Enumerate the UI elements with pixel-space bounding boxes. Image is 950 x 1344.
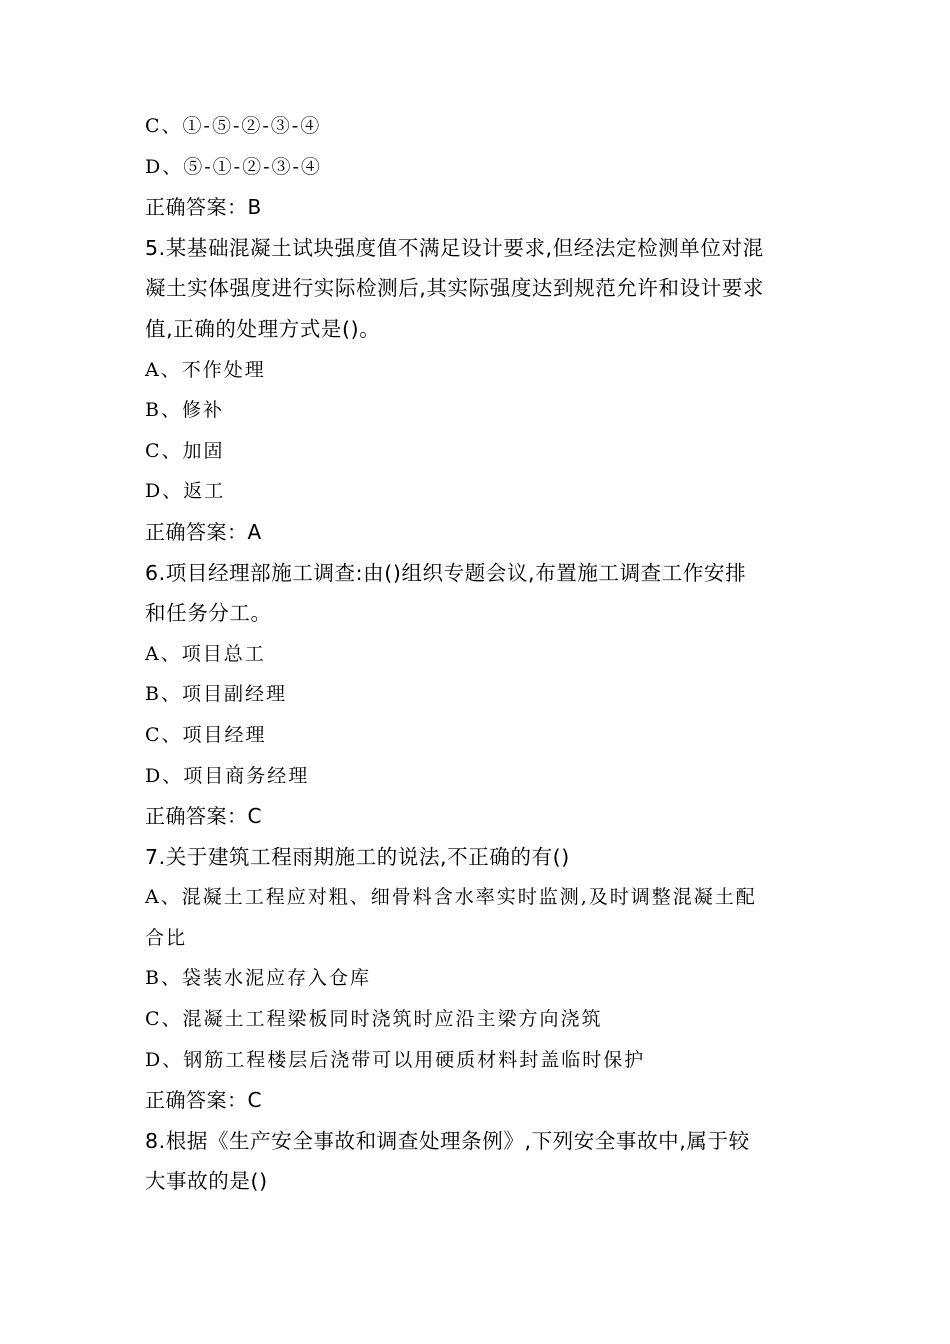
question-8-line-1: 8.根据《生产安全事故和调查处理条例》,下列安全事故中,属于较 — [145, 1128, 750, 1153]
question-7-line-1: 7.关于建筑工程雨期施工的说法,不正确的有() — [145, 844, 570, 869]
q5-option-d: D、返工 — [145, 480, 226, 503]
q6-answer: 正确答案：C — [145, 804, 262, 829]
q6-option-a: A、项目总工 — [145, 642, 266, 665]
question-6-line-2: 和任务分工。 — [145, 601, 272, 626]
q6-option-c: C、项目经理 — [145, 723, 267, 746]
option-d-line: D、⑤-①-②-③-④ — [145, 155, 322, 178]
q6-option-b: B、项目副经理 — [145, 683, 287, 706]
q5-option-b: B、修补 — [145, 399, 224, 422]
q7-option-b: B、袋装水泥应存入仓库 — [145, 967, 371, 990]
question-8-line-2: 大事故的是() — [145, 1169, 268, 1194]
q7-option-a-line-2: 合比 — [145, 926, 188, 949]
q7-option-a-line-1: A、混凝土工程应对粗、细骨料含水率实时监测,及时调整混凝土配 — [145, 886, 757, 909]
answer-line: 正确答案：B — [145, 195, 262, 220]
q7-option-d: D、钢筋工程楼层后浇带可以用硬质材料封盖临时保护 — [145, 1048, 646, 1071]
q7-answer: 正确答案：C — [145, 1088, 262, 1113]
question-5-line-1: 5.某基础混凝土试块强度值不满足设计要求,但经法定检测单位对混 — [145, 235, 764, 260]
q5-option-a: A、不作处理 — [145, 358, 266, 381]
question-5-line-2: 凝土实体强度进行实际检测后,其实际强度达到规范允许和设计要求 — [145, 276, 765, 301]
document-body — [145, 106, 825, 1202]
q6-option-d: D、项目商务经理 — [145, 764, 310, 787]
question-6-line-1: 6.项目经理部施工调查:由()组织专题会议,布置施工调查工作安排 — [145, 560, 747, 585]
q5-option-c: C、加固 — [145, 439, 225, 462]
option-c-line: C、①-⑤-②-③-④ — [145, 115, 322, 137]
question-5-line-3: 值,正确的处理方式是()。 — [145, 316, 381, 341]
q7-option-c: C、混凝土工程梁板同时浇筑时应沿主梁方向浇筑 — [145, 1008, 603, 1031]
q5-answer: 正确答案：A — [145, 519, 262, 544]
